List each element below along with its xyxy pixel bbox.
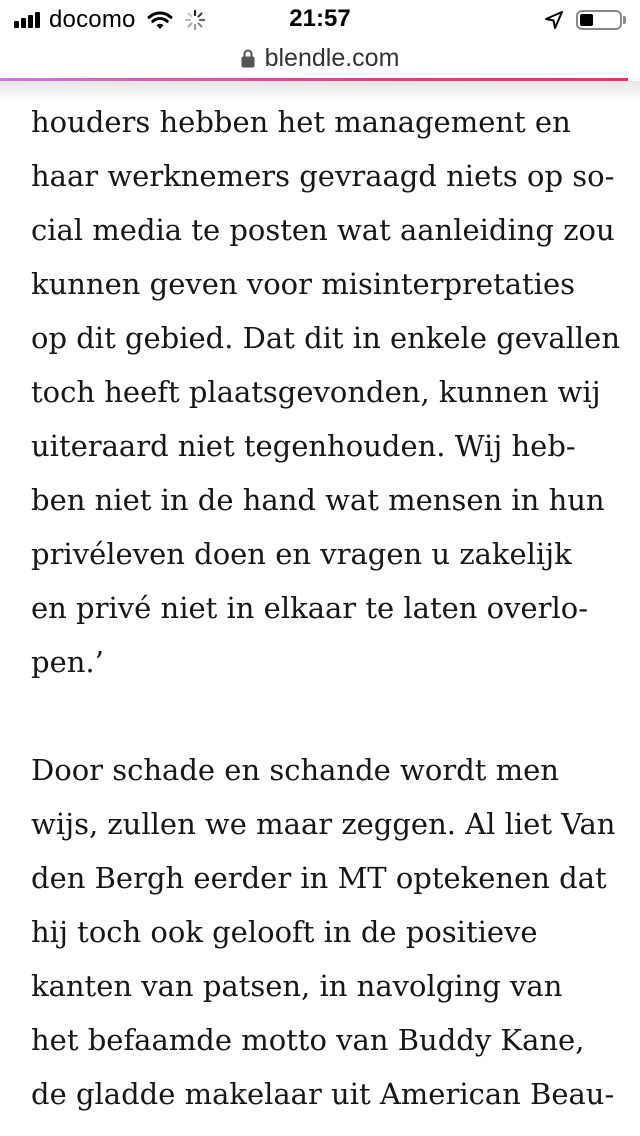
text-line: haar werknemers gevraagd niets op so-: [31, 159, 615, 193]
article-paragraph: [31, 95, 631, 689]
text-line: wijs, zullen we maar zeggen. Al liet Van: [31, 807, 616, 841]
article-paragraph: [31, 743, 631, 1121]
status-time: 21:57: [289, 5, 351, 32]
text-line: hij toch ook gelooft in de positieve: [31, 915, 538, 949]
text-line: pen.’: [31, 645, 104, 679]
battery-level: [580, 14, 593, 26]
text-line: kunnen geven voor misinterpretaties: [31, 267, 576, 301]
url-bar[interactable]: [0, 40, 640, 76]
text-line: ben niet in de hand wat mensen in hun: [31, 483, 605, 517]
page-load-progress-bar: [0, 78, 628, 81]
text-line: op dit gebied. Dat dit in enkele gevallen: [31, 321, 620, 355]
location-arrow-icon: [544, 10, 564, 30]
text-line: toch heeft plaatsgevonden, kunnen wij: [31, 375, 601, 409]
text-line: het befaamde motto van Buddy Kane,: [31, 1023, 585, 1057]
battery-cap: [623, 16, 626, 24]
text-line: den Bergh eerder in MT optekenen dat: [31, 861, 607, 895]
battery-icon: [576, 10, 622, 30]
article-body: [31, 95, 631, 1121]
text-line: kanten van patsen, in navolging van: [31, 969, 563, 1003]
text-line: Door schade en schande wordt men: [31, 753, 559, 787]
status-bar: [0, 0, 640, 40]
url-domain[interactable]: blendle.com: [264, 43, 400, 72]
text-line: de gladde makelaar uit American Beau-: [31, 1077, 615, 1111]
carrier-name: docomo: [49, 6, 136, 33]
lock-icon: [241, 48, 255, 68]
text-line: uiteraard niet tegenhouden. Wij heb-: [31, 429, 576, 463]
text-line: houders hebben het management en: [31, 105, 571, 139]
text-line: cial media te posten wat aanleiding zou: [31, 213, 615, 247]
paragraph-gap: [31, 689, 631, 743]
text-line: privéleven doen en vragen u zakelijk: [31, 537, 572, 571]
status-right: [544, 8, 626, 32]
text-line: en privé niet in elkaar te laten overlo-: [31, 591, 589, 625]
